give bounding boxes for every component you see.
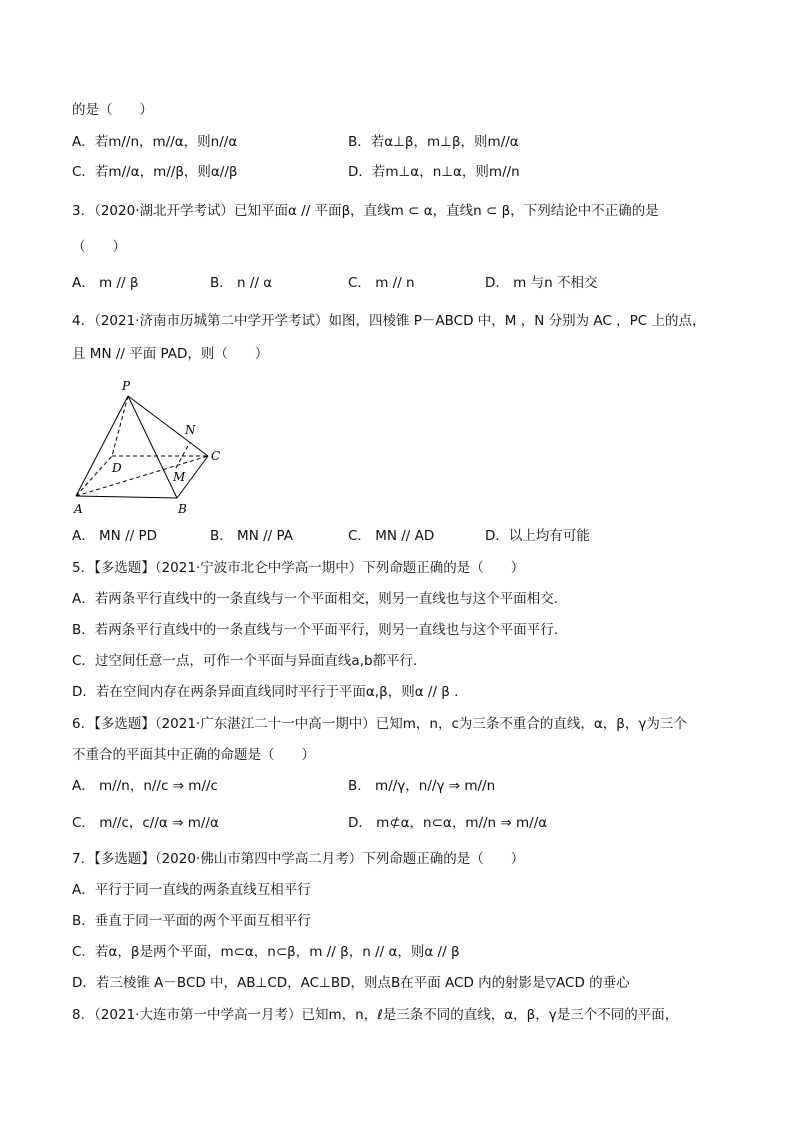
q6-option-a: A． m//n，n//c ⇒ m//c bbox=[72, 778, 218, 794]
q4-option-d: D．以上均有可能 bbox=[485, 528, 590, 544]
q2-option-d: D．若m⊥α，n⊥α，则m//n bbox=[348, 164, 520, 180]
q5-option-b: B．若两条平行直线中的一条直线与一个平面平行，则另一直线也与这个平面平行. bbox=[72, 622, 559, 638]
q4-stem-2: 且 MN // 平面 PAD，则（ ） bbox=[72, 346, 269, 362]
label-c: C bbox=[211, 449, 221, 463]
edge-pc bbox=[128, 396, 208, 456]
q7-stem: 7．【多选题】（2020·佛山市第四中学高二月考）下列命题正确的是（ ） bbox=[72, 851, 525, 867]
pyramid-figure bbox=[72, 372, 232, 518]
q6-option-b: B． m//γ，n//γ ⇒ m//n bbox=[348, 778, 496, 794]
q2-option-c: C．若m//α，m//β，则α//β bbox=[72, 164, 238, 180]
q7-option-d: D．若三棱锥 A－BCD 中，AB⊥CD，AC⊥BD，则点B在平面 ACD 内的射影是▽ACD 的垂心 bbox=[72, 975, 630, 991]
q4-stem: 4．（2021·济南市历城第二中学开学考试）如图，四棱锥 P－ABCD 中，M ，N 分别为 AC ，PC 上的点， bbox=[72, 313, 706, 329]
q2-option-b: B．若α⊥β，m⊥β，则m//α bbox=[348, 134, 519, 150]
q3-option-b: B． n // α bbox=[210, 275, 273, 291]
edge-pd bbox=[112, 396, 128, 456]
edge-pb bbox=[128, 396, 177, 498]
q6-stem-2: 不重合的平面其中正确的命题是（ ） bbox=[72, 747, 315, 763]
q7-option-b: B．垂直于同一平面的两个平面互相平行 bbox=[72, 913, 311, 929]
q3-blank: （ ） bbox=[72, 239, 126, 255]
label-b: B bbox=[178, 502, 187, 516]
q5-stem: 5．【多选题】（2021·宁波市北仑中学高一期中）下列命题正确的是（ ） bbox=[72, 560, 525, 576]
q4-option-b: B． MN // PA bbox=[210, 528, 293, 544]
q5-option-a: A．若两条平行直线中的一条直线与一个平面相交，则另一直线也与这个平面相交. bbox=[72, 591, 559, 607]
q5-option-c: C．过空间任意一点，可作一个平面与异面直线a,b都平行. bbox=[72, 653, 418, 669]
q6-option-c: C． m//c，c//α ⇒ m//α bbox=[72, 815, 219, 831]
label-n: N bbox=[185, 423, 196, 437]
edge-pa bbox=[76, 396, 128, 496]
q4-option-c: C． MN // AD bbox=[348, 528, 435, 544]
q3-option-d: D． m 与n 不相交 bbox=[485, 275, 598, 291]
label-p: P bbox=[122, 379, 131, 393]
q6-stem: 6．【多选题】（2021·广东湛江二十一中高一期中）已知m，n，c为三条不重合的直线，α，β，γ为三个 bbox=[72, 716, 687, 732]
q4-option-a: A． MN // PD bbox=[72, 528, 157, 544]
q2-option-a: A．若m//n，m//α，则n//α bbox=[72, 134, 238, 150]
label-a: A bbox=[74, 502, 83, 516]
q7-option-c: C．若α，β是两个平面，m⊂α，n⊂β，m // β，n // α，则α // β bbox=[72, 944, 460, 960]
edge-ac bbox=[76, 456, 208, 496]
label-m: M bbox=[173, 470, 186, 484]
segment-mn bbox=[176, 442, 190, 468]
q2-stem-tail: 的是（ ） bbox=[72, 102, 153, 118]
q3-option-a: A． m // β bbox=[72, 275, 139, 291]
q5-option-d: D．若在空间内存在两条异面直线同时平行于平面α,β，则α // β . bbox=[72, 684, 459, 700]
q3-option-c: C． m // n bbox=[348, 275, 415, 291]
label-d: D bbox=[112, 461, 122, 475]
q7-option-a: A．平行于同一直线的两条直线互相平行 bbox=[72, 882, 311, 898]
edge-ab bbox=[76, 496, 177, 498]
q8-stem: 8．（2021·大连市第一中学高一月考）已知m，n，ℓ是三条不同的直线，α，β，γ是三个不同的平面， bbox=[72, 1007, 679, 1023]
q3-stem: 3．（2020·湖北开学考试）已知平面α // 平面β，直线m ⊂ α，直线n ⊂ β，下列结论中不正确的是 bbox=[72, 203, 659, 219]
q6-option-d: D． m⊄α，n⊂α，m//n ⇒ m//α bbox=[348, 815, 548, 831]
